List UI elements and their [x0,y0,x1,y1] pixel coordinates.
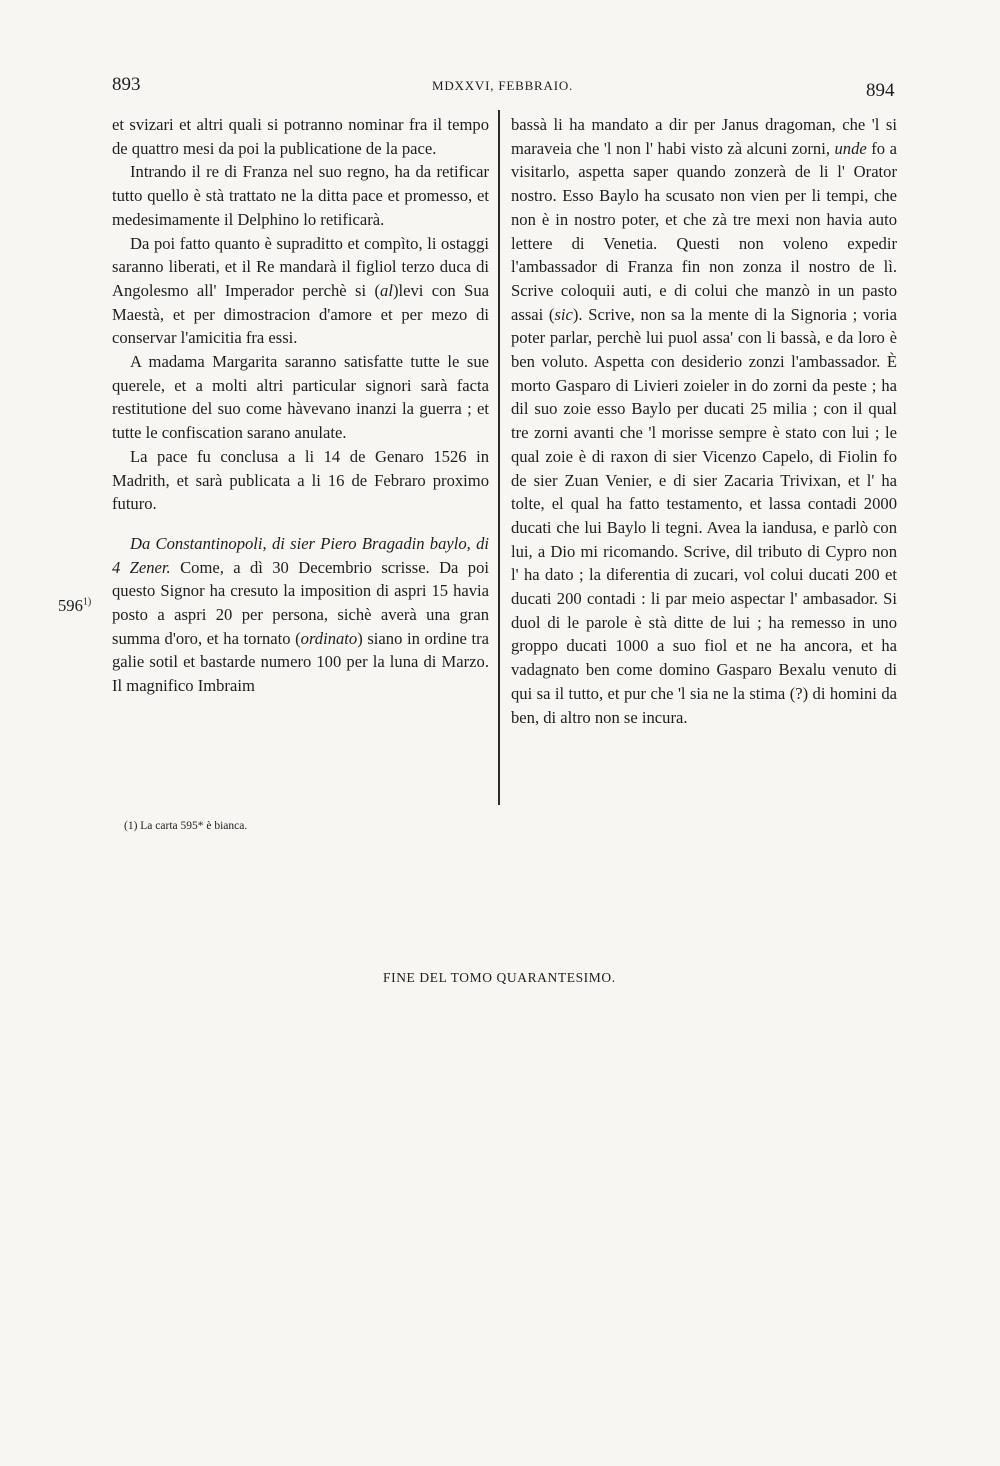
entry-heading: Da Constantinopoli, di sier Piero Bragadin baylo, di 4 Zener. [112,533,489,577]
italic-text: al [380,280,393,300]
text-run: fo a visitarlo, aspetta saper quando zonzerà de li l' Orator nostro. Esso Baylo ha scusato non vien per li tempi, che non è in nostro poter, et che zà tre mexi non havia auto lettere di Venetia. Questi non voleno expedir l'ambassador di Franza fin non zonza il nostro de lì. Scrive coloquii auti, e di colui che manzò in un pasto assai ( [511,138,897,324]
paragraph [112,232,489,351]
paragraph: Intrando il re di Franza nel suo regno, ha da retificar tutto quello è stà trattato ne la ditta pace et promesso, et medesimamente il Delphino lo retificarà. [112,162,489,229]
italic-text: unde [834,138,867,158]
paragraph: A madama Margarita saranno satisfatte tutte le sue querele, et a molti altri particular signori sarà facta restitutione del suo come hàvevano inanzi la guerra ; et tutte le confiscation sarano anulate. [112,352,489,443]
text-run: ). Scrive, non sa la mente di la Signoria ; voria poter parlar, perchè lui puol assa' con li bassà, e da loro è ben voluto. Aspetta con desiderio zonzi l'ambassador. È morto Gasparo di Livieri zoieler in do zorni da peste ; ha dil suo zoie esso Baylo per ducati 25 milia ; con il qual tre zorni avanti che 'l morisse sempre è stato con lui ; le qual zoie è di raxon di sier Vicenzo Capelo, di Fiolin fo de sier Zuan Venier, e di sier Zacaria Trivixan, et l' ha tolte, el qual ha fatto testamento, et lassa contadi 2000 ducati che lui Baylo li tegni. Avea la iandusa, e parlò con lui, a Dio mi ricomando. Scrive, dil tributo di Cypro non l' ha dato ; la diferentia di zucari, vol colui ducati 200 et ducati 200 contadi : li par meio aspectar l' ambasador. Si duol di le parole è stà ditte de lui ; ha remesso in uno groppo ducati 1000 a suo fiol et ne ha ancora, et ha vadagnato ben come domino Gasparo Bexalu venuto di qui sa il tutto, et pur che 'l sia ne la stima (?) di homini da ben, di altro non se incura. [511,304,897,727]
footnote: (1) La carta 595* è bianca. [124,820,248,832]
text-run: ) siano in ordine tra galie sotil et bastarde numero 100 per la luna di Marzo. Il magnifico Imbraim [112,628,489,696]
left-page-number: 893 [112,74,141,95]
column-divider [498,110,500,805]
dispatch-entry [112,532,489,698]
text-run: Da poi fatto quanto è supraditto et compìto, li ostaggi saranno liberati, et il Re mandarà il figliol terzo duca di Angolesmo all' Imperador perchè si ( [112,233,489,300]
text-run: )levi con Sua Maestà, et per dimostracion d'amore et per mezo di conservar l'amicitia fra essi. [112,280,489,348]
colophon: FINE DEL TOMO QUARANTESIMO. [383,970,616,985]
running-header [0,70,1000,100]
marginal-folio-number [58,596,91,616]
paragraph: et svizari et altri quali si potranno nominar fra il tempo de quattro mesi da poi la publicatione de la pace. [112,115,489,158]
text-run: Come, a dì 30 Decembrio scrisse. Da poi questo Signor ha cresuto la imposition di aspri 15 havia posto a aspri 20 per persona, sichè averà una gran summa d'oro, et ha tornato ( [112,557,490,648]
italic-text: sic [554,304,573,324]
right-page-number: 894 [866,80,895,101]
italic-text: ordinato [300,628,358,648]
text-run: bassà li ha mandato a dir per Janus dragoman, che 'l si maraveia che 'l non l' habi visto zà alcuni zorni, [511,115,897,158]
marginal-number: 596 [58,596,83,615]
footnote-marker: 1) [82,596,92,608]
running-title: MDXXVI, FEBBRAIO. [432,78,574,93]
paragraph [511,113,897,729]
left-column [112,113,489,698]
paragraph: La pace fu conclusa a li 14 de Genaro 1526 in Madrith, et sarà publicata a li 16 de Febraro proximo futuro. [112,446,489,514]
right-column [511,113,897,729]
